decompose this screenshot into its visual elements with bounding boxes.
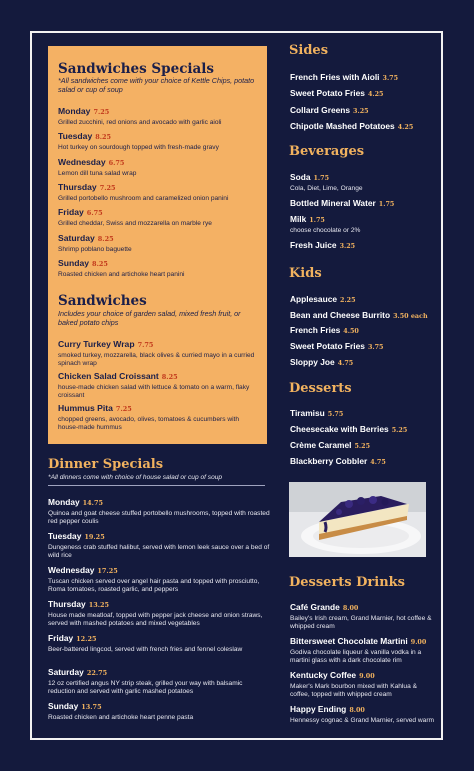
item-price: 7.25 bbox=[99, 184, 116, 192]
item-desc: Cola, Diet, Lime, Orange bbox=[290, 185, 363, 192]
list-item bbox=[290, 699, 438, 725]
sandwiches-specials-note: *All sandwiches come with your choice of Kettle Chips, potato salad or cup of soup bbox=[58, 76, 255, 94]
item-price: 2.25 bbox=[340, 296, 356, 304]
item-desc: House made meatloaf, topped with pepper jack cheese and onion straws, served with mashed potatoes and mixed vegetables bbox=[48, 612, 263, 628]
item-price: 8.25 bbox=[97, 235, 114, 243]
item-name: Thursday bbox=[48, 599, 86, 609]
item-desc: house-made chicken salad with lettuce & tomato on a warm, flaky croissant bbox=[58, 384, 250, 400]
item-name: Milk bbox=[290, 214, 307, 224]
item-price: 22.75 bbox=[86, 669, 108, 677]
item-name: Chipotle Mashed Potatoes bbox=[290, 121, 395, 131]
list-item bbox=[290, 597, 438, 631]
item-name: Sloppy Joe bbox=[290, 357, 335, 367]
item-price: 4.25 bbox=[367, 90, 384, 98]
item-name: Thursday bbox=[58, 182, 97, 192]
item-price: 13.25 bbox=[88, 601, 110, 609]
cheesecake-illustration bbox=[289, 482, 426, 557]
list-item bbox=[290, 209, 438, 235]
item-name: Saturday bbox=[58, 233, 95, 243]
cheesecake-photo bbox=[289, 482, 426, 557]
item-price: 12.25 bbox=[76, 635, 97, 643]
item-name: Saturday bbox=[48, 667, 84, 677]
item-name: Happy Ending bbox=[290, 704, 347, 714]
list-item bbox=[290, 451, 438, 469]
item-name: Sunday bbox=[58, 258, 90, 268]
item-desc: chopped greens, avocado, olives, tomatoes & cucumbers with house-made hummus bbox=[58, 416, 240, 432]
item-price: 1.75 bbox=[313, 174, 330, 182]
item-name: Crème Caramel bbox=[290, 440, 352, 450]
item-name: Cheesecake with Berries bbox=[290, 424, 389, 434]
item-price: 4.25 bbox=[397, 123, 414, 131]
beverages-heading: Beverages bbox=[289, 144, 365, 159]
item-name: Bottled Mineral Water bbox=[290, 198, 376, 208]
dessert-drinks-heading: Desserts Drinks bbox=[289, 575, 405, 590]
item-price: 8.25 bbox=[95, 133, 112, 141]
item-price: 7.25 bbox=[115, 405, 132, 413]
item-desc: Beer-battered lingcod, served with french fries and fennel coleslaw bbox=[48, 646, 243, 653]
item-name: Curry Turkey Wrap bbox=[58, 339, 135, 349]
list-item bbox=[48, 628, 270, 654]
item-price: 1.75 bbox=[378, 200, 395, 208]
list-item bbox=[58, 101, 258, 127]
item-name: Chicken Salad Croissant bbox=[58, 371, 159, 381]
dinner-specials-note: *All dinners come with choice of house salad or cup of soup bbox=[48, 474, 223, 481]
item-price: 4.50 bbox=[343, 327, 359, 335]
dinner-specials-heading: Dinner Specials bbox=[48, 457, 164, 472]
item-desc: Hot turkey on sourdough topped with fresh-made gravy bbox=[58, 144, 219, 151]
item-desc: Maker's Mark bourbon mixed with Kahlua & coffee, topped with whipped cream bbox=[290, 683, 417, 699]
item-price: 14.75 bbox=[82, 499, 103, 507]
item-price: 6.75 bbox=[86, 209, 103, 217]
list-item bbox=[290, 167, 438, 193]
item-name: Blackberry Cobbler bbox=[290, 456, 368, 466]
desserts-heading: Desserts bbox=[289, 381, 352, 396]
list-item bbox=[290, 631, 438, 665]
list-item bbox=[58, 398, 258, 432]
item-name: Sweet Potato Fries bbox=[290, 341, 365, 351]
list-item bbox=[48, 492, 270, 526]
item-price: 4.75 bbox=[337, 359, 354, 367]
item-price: 8.25 bbox=[92, 260, 108, 268]
list-item bbox=[58, 228, 258, 254]
item-name: Hummus Pita bbox=[58, 403, 113, 413]
divider bbox=[48, 485, 265, 486]
item-desc: Quinoa and goat cheese stuffed portobello mushrooms, topped with roasted red pepper coulis bbox=[48, 510, 270, 526]
item-price: 5.75 bbox=[327, 410, 344, 418]
item-desc: Hennessy cognac & Grand Marnier, served warm bbox=[290, 717, 435, 724]
item-name: Tiramisu bbox=[290, 408, 325, 418]
item-desc: smoked turkey, mozzarella, black olives & curried mayo in a curried spinach wrap bbox=[58, 352, 255, 368]
item-name: Monday bbox=[58, 106, 91, 116]
list-item bbox=[58, 202, 258, 228]
item-name: Kentucky Coffee bbox=[290, 670, 357, 680]
sandwiches-note: Includes your choice of garden salad, mixed fresh fruit, or baked potato chips bbox=[58, 309, 241, 327]
item-name: Sunday bbox=[48, 701, 79, 711]
item-desc: 12 oz certified angus NY strip steak, grilled your way with balsamic reduction and served with garlic mashed potatoes bbox=[48, 680, 243, 696]
item-price: 3.50 each bbox=[393, 312, 428, 320]
item-name: Bittersweet Chocolate Martini bbox=[290, 636, 408, 646]
item-desc: choose chocolate or 2% bbox=[290, 227, 361, 234]
item-price: 5.25 bbox=[391, 426, 408, 434]
item-desc: Tuscan chicken served over angel hair pasta and topped with prosciutto, Roma tomatoes, roasted garlic, and peppers bbox=[48, 578, 260, 594]
list-item bbox=[48, 526, 270, 560]
item-desc: Bailey's Irish cream, Grand Marnier, hot coffee & whipped cream bbox=[290, 615, 432, 631]
item-desc: Lemon dill tuna salad wrap bbox=[58, 170, 137, 177]
item-price: 3.75 bbox=[382, 74, 399, 82]
item-name: Tuesday bbox=[48, 531, 82, 541]
item-name: Tuesday bbox=[58, 131, 93, 141]
item-name: Friday bbox=[48, 633, 74, 643]
list-item bbox=[58, 126, 258, 152]
item-price: 3.25 bbox=[339, 242, 356, 250]
item-price: 17.25 bbox=[97, 567, 118, 575]
item-price: 7.75 bbox=[137, 341, 154, 349]
item-name: Collard Greens bbox=[290, 105, 351, 115]
item-price: 8.00 bbox=[342, 604, 359, 612]
item-price: 9.00 bbox=[410, 638, 427, 646]
item-name: Fresh Juice bbox=[290, 240, 337, 250]
item-name: Café Grande bbox=[290, 602, 340, 612]
item-price: 9.00 bbox=[359, 672, 375, 680]
item-price: 3.75 bbox=[367, 343, 384, 351]
item-price: 8.25 bbox=[161, 373, 178, 381]
list-item bbox=[48, 594, 270, 628]
list-item bbox=[290, 83, 438, 101]
list-item bbox=[58, 366, 258, 400]
list-item bbox=[48, 696, 270, 722]
item-price: 4.75 bbox=[370, 458, 386, 466]
item-price: 1.75 bbox=[309, 216, 325, 224]
item-name: Bean and Cheese Burrito bbox=[290, 310, 391, 320]
item-price: 3.25 bbox=[353, 107, 369, 115]
item-name: French Fries bbox=[290, 325, 341, 335]
item-name: Soda bbox=[290, 172, 311, 182]
list-item bbox=[58, 152, 258, 178]
item-price: 8.00 bbox=[349, 706, 365, 714]
list-item bbox=[58, 177, 258, 203]
sides-heading: Sides bbox=[289, 43, 329, 58]
item-price: 7.25 bbox=[93, 108, 110, 116]
item-desc: Grilled cheddar, Swiss and mozzarella on marble rye bbox=[58, 220, 212, 227]
item-name: Wednesday bbox=[58, 157, 106, 167]
list-item bbox=[290, 665, 438, 699]
list-item bbox=[48, 560, 270, 594]
item-name: Friday bbox=[58, 207, 84, 217]
list-item bbox=[58, 334, 258, 368]
sandwiches-specials-heading: Sandwiches Specials bbox=[58, 61, 215, 77]
list-item bbox=[48, 662, 270, 696]
item-price: 13.75 bbox=[81, 703, 102, 711]
list-item bbox=[58, 253, 258, 279]
item-desc: Grilled zucchini, red onions and avocado with garlic aioli bbox=[58, 119, 222, 126]
list-item bbox=[290, 116, 438, 134]
item-name: Sweet Potato Fries bbox=[290, 88, 365, 98]
item-name: Monday bbox=[48, 497, 80, 507]
item-price: 19.25 bbox=[84, 533, 105, 541]
kids-heading: Kids bbox=[289, 266, 322, 281]
item-desc: Godiva chocolate liqueur & vanilla vodka in a martini glass with a dark chocolate rim bbox=[290, 649, 422, 665]
item-desc: Grilled portobello mushroom and caramelized onion panini bbox=[58, 195, 229, 202]
item-desc: Shrimp poblano baguette bbox=[58, 246, 132, 253]
item-desc: Roasted chicken and artichoke heart penne pasta bbox=[48, 714, 194, 721]
list-item bbox=[290, 352, 438, 370]
item-price: 6.75 bbox=[108, 159, 125, 167]
item-desc: Roasted chicken and artichoke heart panini bbox=[58, 271, 185, 278]
item-price: 5.25 bbox=[354, 442, 371, 450]
item-name: Applesauce bbox=[290, 294, 338, 304]
item-name: French Fries with Aioli bbox=[290, 72, 380, 82]
sandwiches-heading: Sandwiches bbox=[58, 293, 147, 309]
list-item bbox=[290, 235, 438, 253]
item-name: Wednesday bbox=[48, 565, 95, 575]
item-desc: Dungeness crab stuffed halibut, served with lemon leek sauce over a bed of wild rice bbox=[48, 544, 270, 560]
